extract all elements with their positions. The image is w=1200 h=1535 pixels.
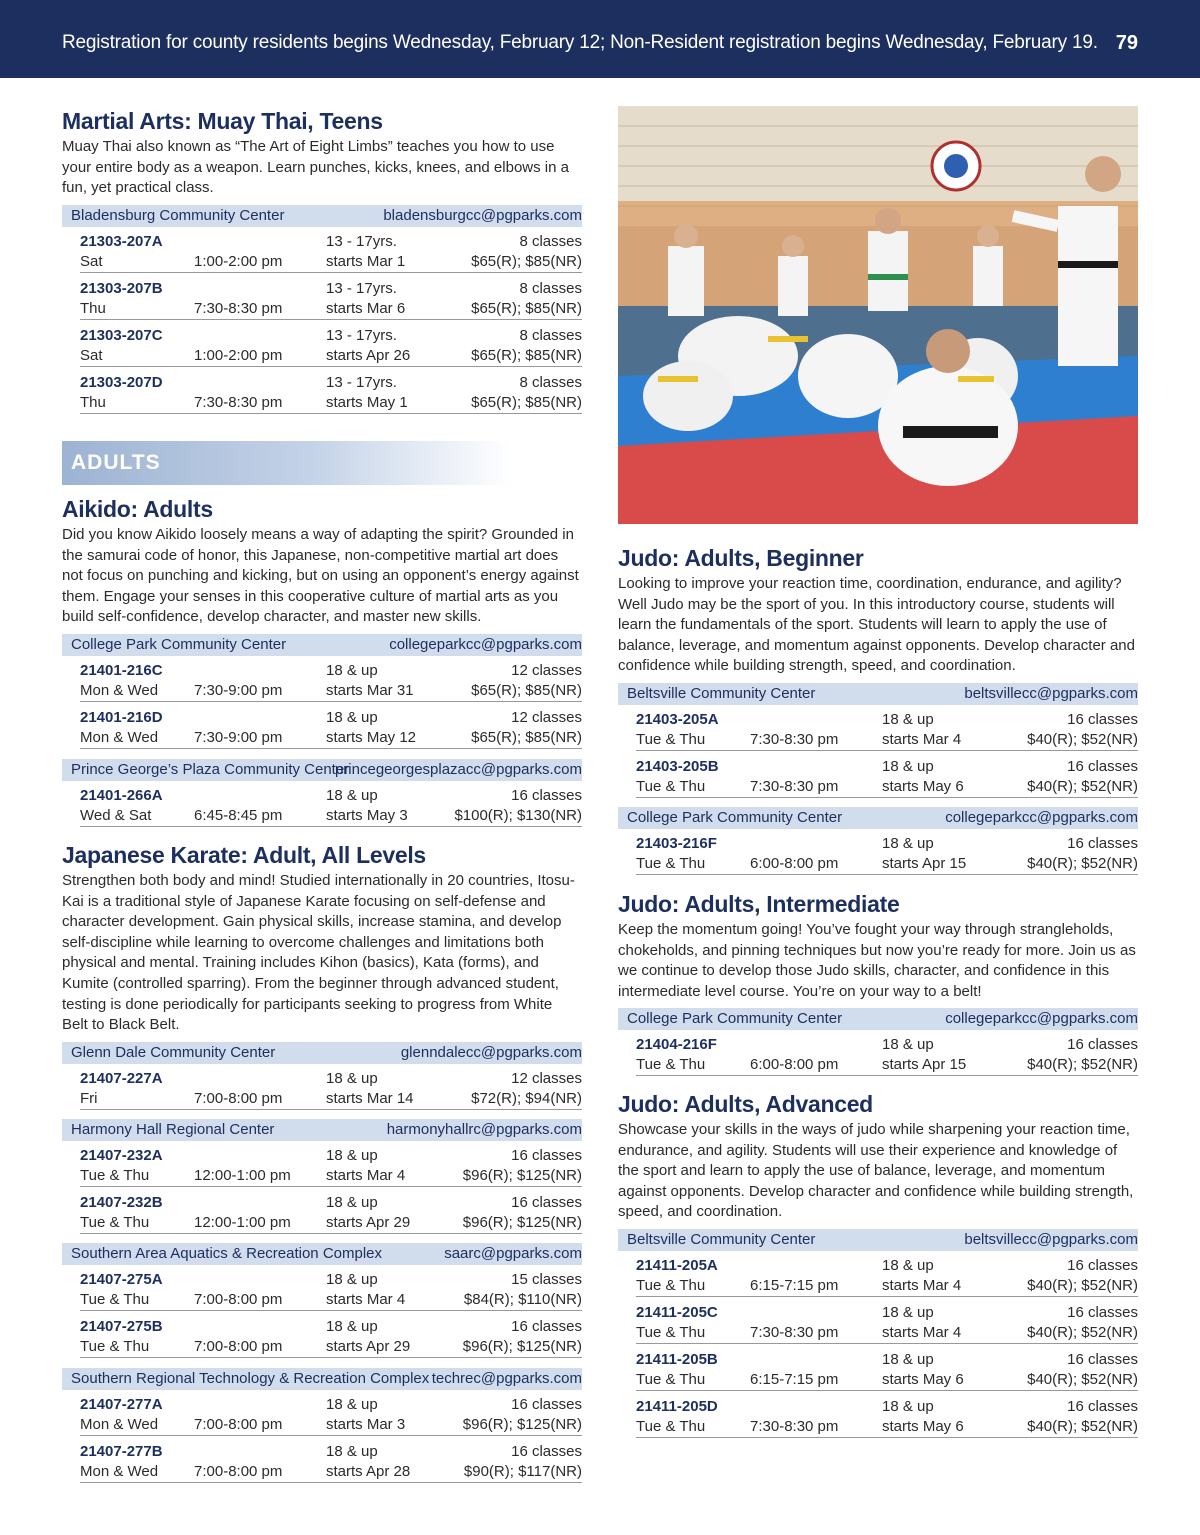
age-range: 18 & up — [882, 758, 934, 775]
session-time: 6:00-8:00 pm — [750, 855, 839, 872]
location-bar — [618, 1008, 1138, 1030]
course-code: 21411-205C — [636, 1304, 718, 1321]
age-range: 18 & up — [882, 1304, 934, 1321]
class-count: 16 classes — [1067, 1351, 1138, 1368]
location-email-link[interactable]: princegeorgesplazacc@pgparks.com — [334, 761, 582, 778]
session-time: 1:00-2:00 pm — [194, 253, 283, 270]
location-email-link[interactable]: beltsvillecc@pgparks.com — [964, 685, 1138, 702]
start-date: starts Apr 15 — [882, 1056, 967, 1073]
course-title-karate: Japanese Karate: Adult, All Levels — [62, 842, 426, 868]
course-description-judo-beginner: Looking to improve your reaction time, coordination, endurance, and agility? Well Judo may be the sport of you. In this introductory course, students will learn the fundamentals of the sport. Students will learn to apply the use of balance, leverage, and momentum against opponents. Develop character and confidence while building strength, speed, and coordination. — [618, 575, 1135, 675]
course-description-judo-intermediate: Keep the momentum going! You’ve fought your way through strangleholds, chokeholds, and pinning techniques but now you’re ready for more. Join us as we continue to develop those Judo skills, character, and confidence in this intermediate level course. You’re on your way to a belt! — [618, 921, 1136, 1000]
session-time: 6:15-7:15 pm — [750, 1277, 839, 1294]
session-days: Mon & Wed — [80, 1416, 159, 1433]
fee: $96(R); $125(NR) — [462, 1167, 582, 1184]
course-code: 21303-207C — [80, 327, 163, 344]
session-row — [80, 1144, 582, 1187]
location-bar — [62, 1119, 582, 1141]
course-code: 21407-277A — [80, 1396, 163, 1413]
start-date: starts Mar 4 — [326, 1291, 406, 1308]
session-time: 7:00-8:00 pm — [194, 1463, 283, 1480]
start-date: starts Mar 4 — [882, 1277, 962, 1294]
fee: $40(R); $52(NR) — [1027, 778, 1138, 795]
course-title-muay-thai: Martial Arts: Muay Thai, Teens — [62, 108, 383, 134]
session-row — [80, 1268, 582, 1311]
session-days: Tue & Thu — [636, 1056, 706, 1073]
class-count: 16 classes — [511, 787, 582, 804]
location-name: Bladensburg Community Center — [71, 207, 285, 224]
age-range: 18 & up — [882, 835, 934, 852]
fee: $40(R); $52(NR) — [1027, 1056, 1138, 1073]
session-days: Thu — [80, 300, 106, 317]
session-row — [80, 706, 582, 749]
start-date: starts Apr 15 — [882, 855, 967, 872]
course-title-aikido: Aikido: Adults — [62, 496, 213, 522]
location-name: Glenn Dale Community Center — [71, 1044, 276, 1061]
fee: $65(R); $85(NR) — [471, 729, 582, 746]
start-date: starts Apr 28 — [326, 1463, 411, 1480]
location-name: Southern Area Aquatics & Recreation Complex — [71, 1245, 383, 1262]
session-row — [80, 1440, 582, 1483]
session-days: Tue & Thu — [636, 1277, 706, 1294]
location-bar — [62, 205, 582, 227]
location-bar — [618, 683, 1138, 705]
session-time: 7:30-8:30 pm — [750, 1418, 839, 1435]
age-range: 18 & up — [326, 662, 378, 679]
age-range: 18 & up — [882, 1398, 934, 1415]
location-bar — [62, 634, 582, 656]
session-days: Mon & Wed — [80, 682, 159, 699]
fee: $40(R); $52(NR) — [1027, 1324, 1138, 1341]
class-count: 16 classes — [511, 1443, 582, 1460]
location-bar — [618, 807, 1138, 829]
class-count: 15 classes — [511, 1271, 582, 1288]
start-date: starts Mar 31 — [326, 682, 414, 699]
session-row — [80, 371, 582, 414]
fee: $65(R); $85(NR) — [471, 394, 582, 411]
class-count: 8 classes — [519, 280, 582, 297]
session-row — [636, 1395, 1138, 1438]
session-time: 7:30-8:30 pm — [750, 1324, 839, 1341]
registration-notice: Registration for county residents begins Wednesday, February 12; Non-Resident registration begins Wednesday, February 19. — [62, 32, 1098, 53]
session-time: 6:00-8:00 pm — [750, 1056, 839, 1073]
session-row — [636, 1301, 1138, 1344]
session-row — [636, 1348, 1138, 1391]
age-range: 18 & up — [326, 1194, 378, 1211]
session-row — [636, 755, 1138, 798]
session-row — [636, 1033, 1138, 1076]
course-code: 21401-216D — [80, 709, 163, 726]
location-email-link[interactable]: beltsvillecc@pgparks.com — [964, 1231, 1138, 1248]
start-date: starts Mar 14 — [326, 1090, 414, 1107]
fee: $90(R); $117(NR) — [463, 1463, 582, 1480]
fee: $96(R); $125(NR) — [462, 1416, 582, 1433]
judo-class-illustration — [618, 106, 1138, 524]
age-range: 18 & up — [326, 787, 378, 804]
session-days: Thu — [80, 394, 106, 411]
course-code: 21403-205A — [636, 711, 719, 728]
age-range: 13 - 17yrs. — [326, 327, 397, 344]
location-name: Southern Regional Technology & Recreation Complex — [71, 1370, 430, 1387]
location-email-link[interactable]: saarc@pgparks.com — [444, 1245, 582, 1262]
course-description-aikido: Did you know Aikido loosely means a way of adapting the spirit? Grounded in the samurai code of honor, this Japanese, non-competitive martial art does not focus on punching and kicking, but on using an opponent’s energy against them. Engage your senses in this cooperative culture of martial arts as you build self-confidence, develop character, and master new skills. — [62, 526, 579, 626]
start-date: starts Apr 29 — [326, 1338, 411, 1355]
course-code: 21407-275A — [80, 1271, 163, 1288]
course-title-judo-intermediate: Judo: Adults, Intermediate — [618, 891, 900, 917]
location-bar — [62, 1243, 582, 1265]
fee: $40(R); $52(NR) — [1027, 1277, 1138, 1294]
location-name: Prince George’s Plaza Community Center — [71, 761, 350, 778]
page-number: 79 — [1115, 32, 1138, 54]
age-range: 18 & up — [326, 1318, 378, 1335]
start-date: starts May 3 — [326, 807, 408, 824]
class-count: 16 classes — [1067, 1398, 1138, 1415]
location-name: College Park Community Center — [627, 1010, 843, 1027]
fee: $72(R); $94(NR) — [471, 1090, 582, 1107]
start-date: starts Apr 29 — [326, 1214, 411, 1231]
course-code: 21303-207D — [80, 374, 163, 391]
age-range: 18 & up — [882, 1036, 934, 1053]
course-code: 21401-216C — [80, 662, 163, 679]
session-days: Wed & Sat — [80, 807, 152, 824]
class-count: 16 classes — [1067, 1304, 1138, 1321]
age-range: 18 & up — [326, 1271, 378, 1288]
fee: $65(R); $85(NR) — [471, 682, 582, 699]
location-bar — [62, 1042, 582, 1064]
location-email-link[interactable]: techrec@pgparks.com — [431, 1370, 582, 1387]
registration-header-bar — [0, 0, 1200, 78]
session-time: 12:00-1:00 pm — [194, 1167, 291, 1184]
age-range: 18 & up — [326, 1396, 378, 1413]
course-code: 21411-205B — [636, 1351, 718, 1368]
session-row — [80, 1393, 582, 1436]
session-time: 12:00-1:00 pm — [194, 1214, 291, 1231]
session-days: Tue & Thu — [80, 1338, 150, 1355]
session-days: Tue & Thu — [636, 1418, 706, 1435]
course-code: 21411-205D — [636, 1398, 718, 1415]
session-row — [636, 1254, 1138, 1297]
age-range: 18 & up — [882, 711, 934, 728]
session-days: Tue & Thu — [80, 1291, 150, 1308]
session-row — [80, 659, 582, 702]
class-count: 16 classes — [1067, 835, 1138, 852]
session-time: 1:00-2:00 pm — [194, 347, 283, 364]
fee: $96(R); $125(NR) — [462, 1338, 582, 1355]
course-code: 21407-277B — [80, 1443, 163, 1460]
course-title-judo-advanced: Judo: Adults, Advanced — [618, 1091, 873, 1117]
session-days: Mon & Wed — [80, 729, 159, 746]
session-row — [80, 230, 582, 273]
course-title-judo-beginner: Judo: Adults, Beginner — [618, 545, 864, 571]
session-days: Tue & Thu — [636, 1324, 706, 1341]
session-time: 7:00-8:00 pm — [194, 1338, 283, 1355]
session-row — [80, 1191, 582, 1234]
class-count: 16 classes — [511, 1318, 582, 1335]
course-code: 21403-205B — [636, 758, 719, 775]
class-count: 16 classes — [1067, 711, 1138, 728]
section-label: ADULTS — [71, 451, 161, 474]
session-days: Sat — [80, 253, 103, 270]
class-count: 8 classes — [519, 327, 582, 344]
session-time: 7:30-8:30 pm — [750, 778, 839, 795]
session-time: 6:45-8:45 pm — [194, 807, 283, 824]
session-time: 7:00-8:00 pm — [194, 1416, 283, 1433]
class-count: 16 classes — [511, 1147, 582, 1164]
course-description-karate: Strengthen both body and mind! Studied internationally in 20 countries, Itosu-Kai is a traditional style of Japanese Karate focusing on self-defense and character development. Gain physical skills, increase stamina, and develop self-discipline while learning to overcome challenges and limitations both physical and mental. Training includes Kihon (basics), Kata (forms), and Kumite (controlled sparring). From the beginner through advanced student, testing is done periodically for participants seeking to progress from White Belt to Black Belt. — [62, 872, 575, 1034]
age-range: 13 - 17yrs. — [326, 374, 397, 391]
age-range: 18 & up — [326, 1147, 378, 1164]
fee: $100(R); $130(NR) — [454, 807, 582, 824]
start-date: starts Mar 1 — [326, 253, 406, 270]
session-time: 7:30-8:30 pm — [194, 394, 283, 411]
fee: $40(R); $52(NR) — [1027, 1371, 1138, 1388]
location-name: Beltsville Community Center — [627, 685, 816, 702]
location-name: Beltsville Community Center — [627, 1231, 816, 1248]
start-date: starts Mar 6 — [326, 300, 406, 317]
age-range: 18 & up — [326, 1443, 378, 1460]
location-name: Harmony Hall Regional Center — [71, 1121, 275, 1138]
start-date: starts Mar 4 — [882, 731, 962, 748]
course-code: 21407-227A — [80, 1070, 163, 1087]
session-time: 6:15-7:15 pm — [750, 1371, 839, 1388]
course-code: 21303-207B — [80, 280, 163, 297]
class-count: 16 classes — [511, 1396, 582, 1413]
start-date: starts Mar 4 — [882, 1324, 962, 1341]
location-email-link[interactable]: harmonyhallrc@pgparks.com — [386, 1121, 582, 1138]
start-date: starts May 6 — [882, 1371, 964, 1388]
fee: $40(R); $52(NR) — [1027, 855, 1138, 872]
fee: $40(R); $52(NR) — [1027, 1418, 1138, 1435]
location-email-link[interactable]: collegeparkcc@pgparks.com — [945, 1010, 1138, 1027]
session-time: 7:30-9:00 pm — [194, 729, 283, 746]
fee: $65(R); $85(NR) — [471, 253, 582, 270]
age-range: 18 & up — [326, 1070, 378, 1087]
session-days: Tue & Thu — [80, 1167, 150, 1184]
judo-class-photo — [618, 106, 1138, 524]
class-count: 16 classes — [1067, 1257, 1138, 1274]
session-days: Tue & Thu — [636, 778, 706, 795]
location-email-link[interactable]: bladensburgcc@pgparks.com — [383, 207, 582, 224]
age-range: 13 - 17yrs. — [326, 233, 397, 250]
start-date: starts May 6 — [882, 1418, 964, 1435]
session-days: Fri — [80, 1090, 98, 1107]
start-date: starts Mar 4 — [326, 1167, 406, 1184]
class-count: 16 classes — [1067, 758, 1138, 775]
location-email-link[interactable]: glenndalecc@pgparks.com — [400, 1044, 582, 1061]
start-date: starts May 6 — [882, 778, 964, 795]
course-code: 21404-216F — [636, 1036, 717, 1053]
location-email-link[interactable]: collegeparkcc@pgparks.com — [389, 636, 582, 653]
session-days: Tue & Thu — [80, 1214, 150, 1231]
course-code: 21401-266A — [80, 787, 163, 804]
class-count: 12 classes — [511, 662, 582, 679]
session-row — [636, 708, 1138, 751]
age-range: 18 & up — [882, 1257, 934, 1274]
class-count: 16 classes — [511, 1194, 582, 1211]
fee: $65(R); $85(NR) — [471, 300, 582, 317]
course-code: 21403-216F — [636, 835, 717, 852]
location-bar — [62, 1368, 582, 1390]
course-code: 21303-207A — [80, 233, 163, 250]
start-date: starts May 1 — [326, 394, 408, 411]
session-days: Tue & Thu — [636, 731, 706, 748]
age-range: 13 - 17yrs. — [326, 280, 397, 297]
start-date: starts Mar 3 — [326, 1416, 406, 1433]
session-time: 7:00-8:00 pm — [194, 1090, 283, 1107]
location-name: College Park Community Center — [627, 809, 843, 826]
session-row — [80, 1067, 582, 1110]
class-count: 8 classes — [519, 233, 582, 250]
section-band-adults — [62, 441, 512, 485]
course-code: 21407-232A — [80, 1147, 163, 1164]
age-range: 18 & up — [882, 1351, 934, 1368]
session-days: Sat — [80, 347, 103, 364]
session-row — [80, 324, 582, 367]
fee: $84(R); $110(NR) — [463, 1291, 582, 1308]
course-description-muay-thai: Muay Thai also known as “The Art of Eight Limbs” teaches you how to use your entire body as a weapon. Learn punches, kicks, knees, and elbows in a fun, yet practical class. — [62, 138, 569, 197]
session-row — [80, 784, 582, 827]
class-count: 8 classes — [519, 374, 582, 391]
course-code: 21407-275B — [80, 1318, 163, 1335]
fee: $65(R); $85(NR) — [471, 347, 582, 364]
class-count: 12 classes — [511, 709, 582, 726]
course-description-judo-advanced: Showcase your skills in the ways of judo while sharpening your reaction time, endurance, and agility. Students will use their experience and knowledge of the sport and learn to apply the use of balance, leverage, and momentum against opponents. Develop character and confidence while building strength, speed, and coordination. — [618, 1121, 1134, 1221]
start-date: starts May 12 — [326, 729, 417, 746]
class-count: 16 classes — [1067, 1036, 1138, 1053]
session-days: Tue & Thu — [636, 855, 706, 872]
location-email-link[interactable]: collegeparkcc@pgparks.com — [945, 809, 1138, 826]
session-time: 7:30-8:30 pm — [750, 731, 839, 748]
fee: $96(R); $125(NR) — [462, 1214, 582, 1231]
location-bar — [62, 759, 582, 781]
location-name: College Park Community Center — [71, 636, 287, 653]
session-row — [636, 832, 1138, 875]
course-code: 21407-232B — [80, 1194, 163, 1211]
start-date: starts Apr 26 — [326, 347, 411, 364]
session-time: 7:00-8:00 pm — [194, 1291, 283, 1308]
session-time: 7:30-8:30 pm — [194, 300, 283, 317]
fee: $40(R); $52(NR) — [1027, 731, 1138, 748]
session-days: Mon & Wed — [80, 1463, 159, 1480]
session-time: 7:30-9:00 pm — [194, 682, 283, 699]
age-range: 18 & up — [326, 709, 378, 726]
class-count: 12 classes — [511, 1070, 582, 1087]
session-days: Tue & Thu — [636, 1371, 706, 1388]
session-row — [80, 1315, 582, 1358]
course-code: 21411-205A — [636, 1257, 718, 1274]
session-row — [80, 277, 582, 320]
location-bar — [618, 1229, 1138, 1251]
